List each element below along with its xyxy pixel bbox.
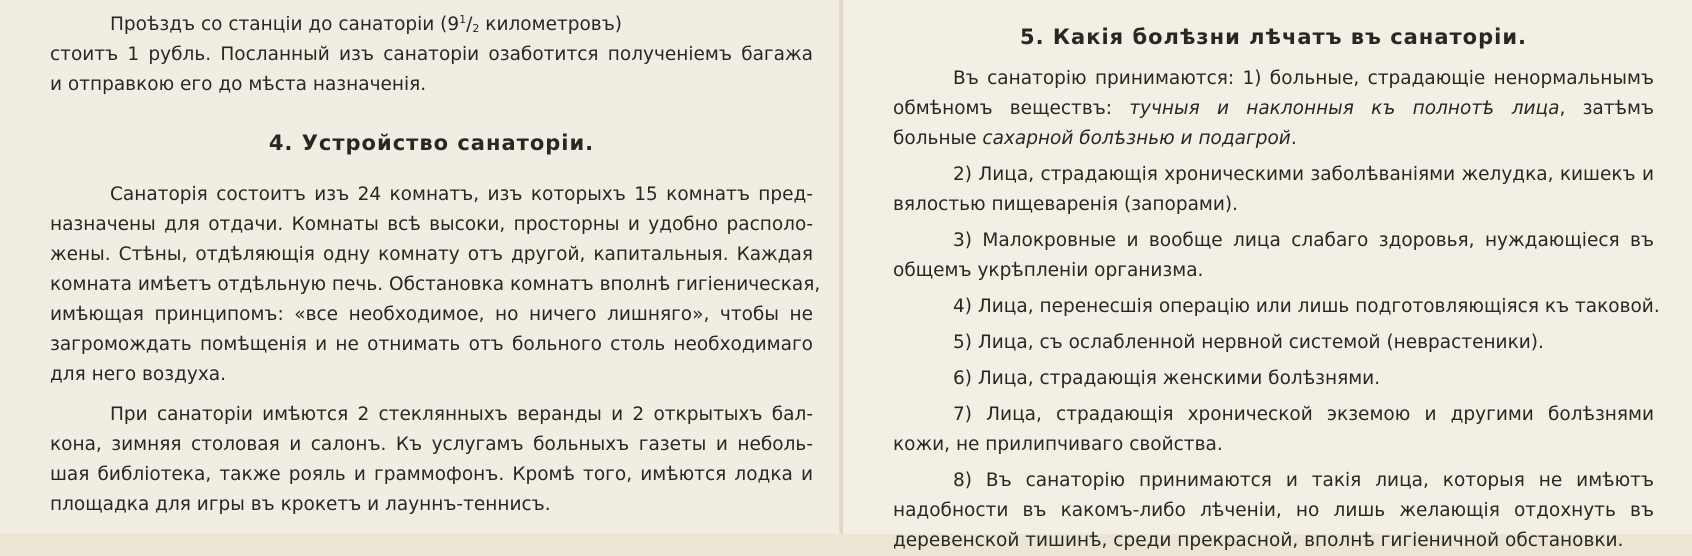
paragraph-1-line: жены. Стѣны, отдѣляющія одну комнату отъ другой, капитальныя. Каждая: [50, 244, 813, 265]
intro-line-1-text: Проѣздъ со станціи до санаторіи (9: [110, 14, 460, 35]
list-item-line: кожи, не прилипчиваго свойства.: [893, 434, 1223, 455]
intro-line-3: и отправкою его до мѣста назначенія.: [50, 74, 427, 95]
fraction-denominator: 2: [472, 22, 480, 35]
paragraph-1-line: назначены для отдачи. Комнаты всѣ высоки, просторны и удобно располо-: [50, 214, 813, 235]
paragraph-1-line: комната имѣетъ отдѣльную печь. Обстановка комнатъ вполнѣ гигіеническая,: [50, 274, 821, 295]
list-item-line: 2) Лица, страдающія хроническими заболѣваніями желудка, кишекъ и: [953, 164, 1654, 185]
list-item-line: 6) Лица, страдающія женскими болѣзнями.: [953, 368, 1381, 389]
right-page: [843, 0, 1692, 551]
list-item-line: надобности въ какомъ-либо лѣченіи, но лишь желающія отдохнуть въ: [893, 500, 1654, 521]
list-item-4: [893, 286, 1660, 322]
intro-line-2: стоитъ 1 рубль. Посланный изъ санаторіи озаботится полученіемъ багажа: [50, 44, 813, 65]
list-item-line: 4) Лица, перенесшія операцію или лишь подготовляющіяся къ таковой.: [953, 296, 1660, 317]
section-5-heading: 5. Какія болѣзни лѣчатъ въ санаторіи.: [1019, 25, 1528, 49]
emphasis-obese: тучныя и наклонныя къ полнотѣ лица: [1129, 98, 1560, 119]
paragraph-2-line: кона, зимняя столовая и салонъ. Къ услугамъ больныхъ газеты и неболь-: [50, 434, 813, 455]
list-item-5: [893, 322, 1654, 358]
intro-line-1: [50, 10, 813, 40]
paragraph-2: [50, 400, 813, 520]
list-item-line: 7) Лица, страдающія хронической экземою и другими болѣзнями: [953, 404, 1654, 425]
list-item-line: 3) Малокровные и вообще лица слабаго здоровья, нуждающіеся въ: [953, 230, 1654, 251]
paragraph-1: [50, 180, 821, 390]
paragraph-1-line: имѣющая принципомъ: «все необходимое, но ничего лишняго», чтобы не: [50, 304, 813, 325]
list-item-8: [893, 460, 1654, 556]
list-item-1: [893, 64, 1654, 154]
paragraph-1-line: для него воздуха.: [50, 364, 226, 385]
list-item-7: [893, 394, 1654, 460]
list-item-line: вялостью пищеваренія (запорами).: [893, 194, 1238, 215]
list-item-1-line: Въ санаторію принимаются: 1) больные, страдающіе ненормальнымъ: [953, 68, 1654, 89]
list-item-3: [893, 220, 1654, 286]
emphasis-diabetes: сахарной болѣзнью и подагрой: [982, 128, 1291, 149]
paragraph-1-line: Санаторія состоитъ изъ 24 комнатъ, изъ которыхъ 15 комнатъ пред-: [110, 184, 813, 205]
fraction-slash: /: [466, 14, 473, 35]
left-page: [0, 0, 843, 534]
list-item-line: 5) Лица, съ ослабленной нервной системой (неврастеники).: [953, 332, 1544, 353]
paragraph-2-line: площадка для игры въ крокетъ и лауннъ-теннисъ.: [50, 494, 551, 515]
paragraph-2-line: шая библіотека, также рояль и граммофонъ. Кромѣ того, имѣются лодка и: [50, 464, 813, 485]
paragraph-2-line: При санаторіи имѣются 2 стеклянныхъ веранды и 2 открытыхъ бал-: [110, 404, 813, 425]
intro-line-1-tail: километровъ): [479, 14, 622, 35]
list-item-line: 8) Въ санаторію принимаются и такія лица, которыя не имѣютъ: [953, 470, 1654, 491]
list-item-1-line: больные сахарной болѣзнью и подагрой.: [893, 128, 1297, 149]
list-item-1-line: обмѣномъ веществъ: тучныя и наклонныя къ полнотѣ лица, затѣмъ: [893, 98, 1655, 119]
paragraph-1-line: загромождать помѣщенія и не отнимать отъ больного столь необходимаго: [50, 334, 813, 355]
list-item-line: общемъ укрѣпленіи организма.: [893, 260, 1204, 281]
section-4-heading: 4. Устройство санаторіи.: [268, 131, 595, 155]
list-item-line: деревенской тишинѣ, среди прекрасной, вполнѣ гигіеничной обстановки.: [893, 530, 1624, 551]
fraction-numerator: 1: [459, 13, 467, 26]
list-item-2: [893, 154, 1654, 220]
list-item-6: [893, 358, 1654, 394]
